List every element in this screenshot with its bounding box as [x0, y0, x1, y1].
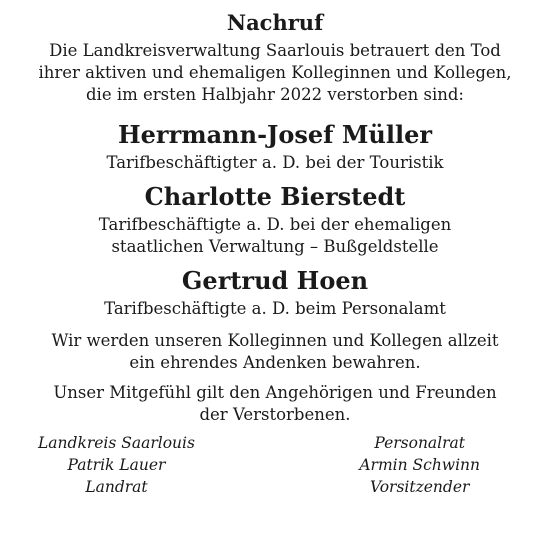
signature-area	[0, 432, 550, 498]
closing-text: Wir werden unseren Kolleginnen und Kollegen allzeit ein ehrendes Andenken bewahren.	[51, 331, 499, 372]
deceased-entry	[0, 264, 550, 320]
sympathy-text: Unser Mitgefühl gilt den Angehörigen und Freunden der Verstorbenen.	[53, 383, 497, 424]
deceased-entry	[0, 118, 550, 174]
deceased-role: Tarifbeschäftigte a. D. bei der ehemaligen staatlichen Verwaltung – Bußgeldstelle	[98, 215, 452, 256]
signature-position: Landrat	[85, 478, 148, 496]
signature-person: Patrik Lauer	[67, 456, 166, 474]
signature-organization: Personalrat	[374, 434, 466, 452]
signature-organization: Landkreis Saarlouis	[38, 434, 195, 452]
signature-right	[359, 432, 480, 498]
deceased-role: Tarifbeschäftigte a. D. beim Personalamt	[104, 299, 446, 318]
deceased-name: Charlotte Bierstedt	[144, 182, 406, 211]
deceased-name: Gertrud Hoen	[181, 266, 369, 295]
notice-intro: Die Landkreisverwaltung Saarlouis betrauert den Tod ihrer aktiven und ehemaligen Kolleginnen und Kollegen, die im ersten Halbjahr 2022 verstorben sind:	[38, 41, 512, 104]
notice-title: Nachruf	[226, 10, 324, 35]
deceased-name: Herrmann-Josef Müller	[117, 120, 433, 149]
deceased-role: Tarifbeschäftigter a. D. bei der Touristik	[106, 153, 444, 172]
deceased-entry	[0, 180, 550, 258]
signature-person: Armin Schwinn	[359, 456, 480, 474]
signature-position: Vorsitzender	[369, 478, 470, 496]
signature-left	[38, 432, 195, 498]
